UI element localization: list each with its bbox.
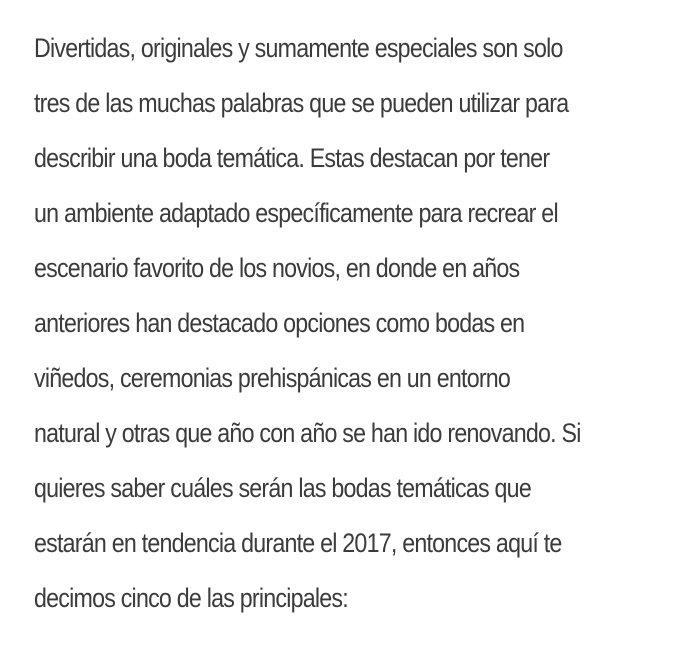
paragraph-line: Divertidas, originales y sumamente especiales son solo	[34, 33, 563, 63]
paragraph-line: describir una boda temática. Estas destacan por tener	[34, 143, 550, 173]
paragraph-line: decimos cinco de las principales:	[34, 583, 348, 613]
paragraph-line: anteriores han destacado opciones como bodas en	[34, 308, 525, 338]
paragraph-line: viñedos, ceremonias prehispánicas en un entorno	[34, 363, 511, 393]
paragraph-line: escenario favorito de los novios, en donde en años	[34, 253, 520, 283]
paragraph-line: estarán en tendencia durante el 2017, entonces aquí te	[34, 528, 562, 558]
article-paragraph	[34, 21, 674, 626]
paragraph-line: tres de las muchas palabras que se pueden utilizar para	[34, 88, 569, 118]
paragraph-line: natural y otras que año con año se han ido renovando. Si	[34, 418, 581, 448]
paragraph-line: un ambiente adaptado específicamente para recrear el	[34, 198, 558, 228]
paragraph-line: quieres saber cuáles serán las bodas temáticas que	[34, 473, 531, 503]
